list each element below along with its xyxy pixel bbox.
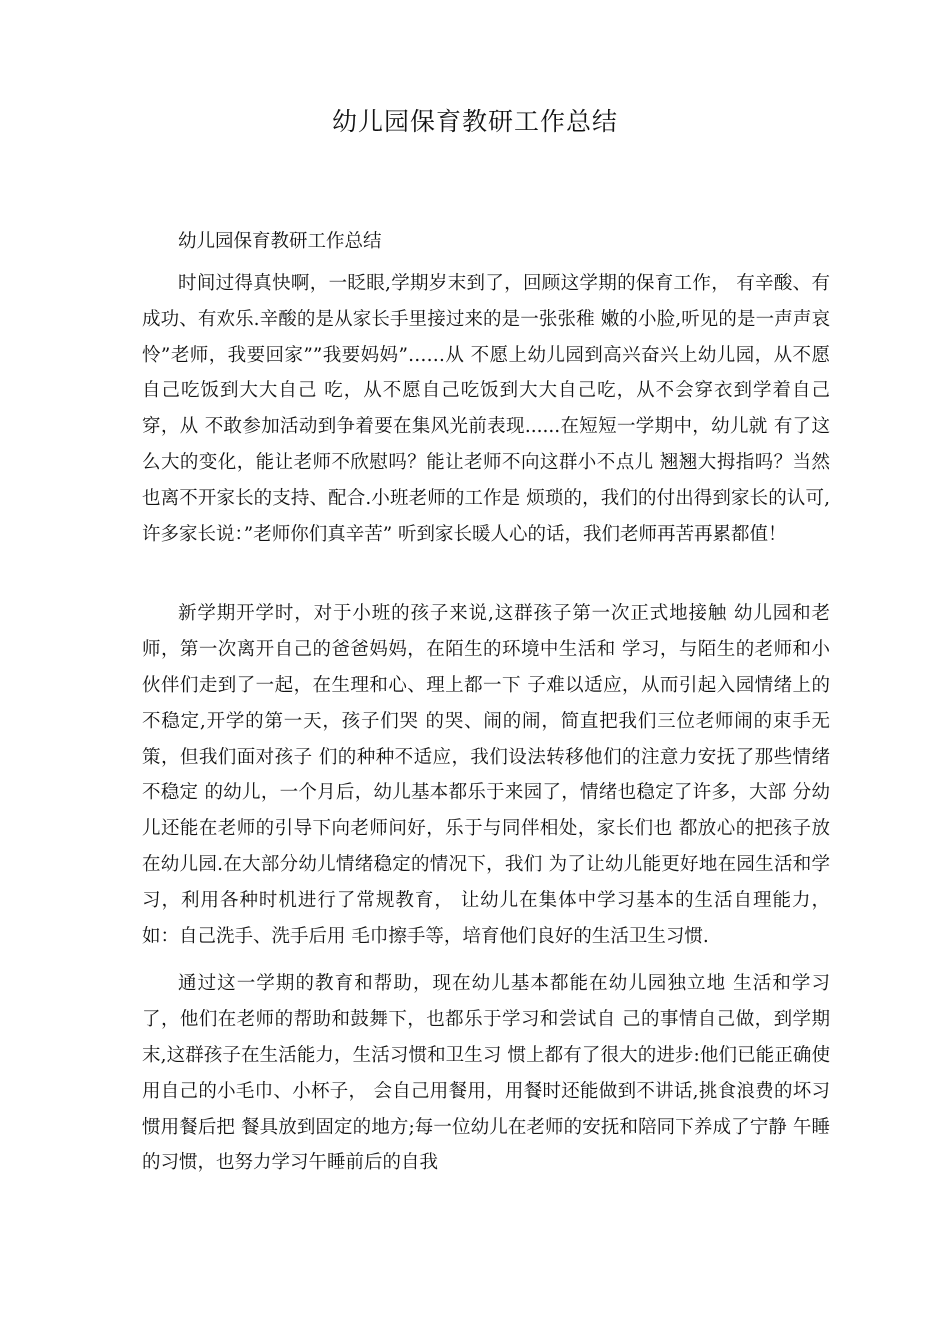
document-body [142,224,830,1181]
document-title: 幼儿园保育教研工作总结 [331,107,618,136]
paragraph-1: 时间过得真快啊，一眨眼,学期岁末到了，回顾这学期的保育工作， 有辛酸、有成功、有欢乐.辛酸的是从家长手里接过来的是一张张稚 嫩的小脸,听见的是一声声哀怜”老师，我要回家””我要妈妈”……从 不愿上幼儿园到高兴奋兴上幼儿园，从不愿自己吃饭到大大自己 吃，从不愿自己吃饭到大大自己吃，从不会穿衣到学着自己穿，从 不敢参加活动到争着要在集风光前表现......在短短一学期中，幼儿就 有了这么大的变化，能让老师不欣慰吗？能让老师不向这群小不点儿 翘翘大拇指吗？当然也离不开家长的支持、配合.小班老师的工作是 烦琐的，我们的付出得到家长的认可,许多家长说：”老师你们真辛苦” 听到家长暖人心的话，我们老师再苦再累都值！ [142,273,830,545]
paragraph-2: 新学期开学时，对于小班的孩子来说,这群孩子第一次正式地接触 幼儿园和老师，第一次离开自己的爸爸妈妈，在陌生的环境中生活和 学习，与陌生的老师和小伙伴们走到了一起，在生理和心、理上都一下 子难以适应，从而引起入园情绪上的不稳定,开学的第一天，孩子们哭 的哭、闹的闹，简直把我们三位老师闹的束手无策，但我们面对孩子 们的种种不适应，我们设法转移他们的注意力安抚了那些情绪不稳定 的幼儿，一个月后，幼儿基本都乐于来园了，情绪也稳定了许多，大部 分幼儿还能在老师的引导下向老师问好，乐于与同伴相处，家长们也 都放心的把孩子放在幼儿园.在大部分幼儿情绪稳定的情况下，我们 为了让幼儿能更好地在园生活和学习，利用各种时机进行了常规教育， 让幼儿在集体中学习基本的生活自理能力，如：自己洗手、洗手后用 毛巾擦手等，培育他们良好的生活卫生习惯. [142,603,830,947]
paragraph-spacer [142,552,830,596]
paragraph-3: 通过这一学期的教育和帮助，现在幼儿基本都能在幼儿园独立地 生活和学习了，他们在老师的帮助和鼓舞下，也都乐于学习和尝试自 己的事情自己做，到学期末,这群孩子在生活能力，生活习惯和卫生习 惯上都有了很大的进步:他们已能正确使用自己的小毛巾、小杯子， 会自己用餐用，用餐时还能做到不讲话,挑食浪费的坏习惯用餐后把 餐具放到固定的地方;每一位幼儿在老师的安抚和陪同下养成了宁静 午睡的习惯，也努力学习午睡前后的自我 [142,973,830,1174]
document-subtitle: 幼儿园保育教研工作总结 [178,231,382,252]
paragraph-spacer [142,954,830,966]
